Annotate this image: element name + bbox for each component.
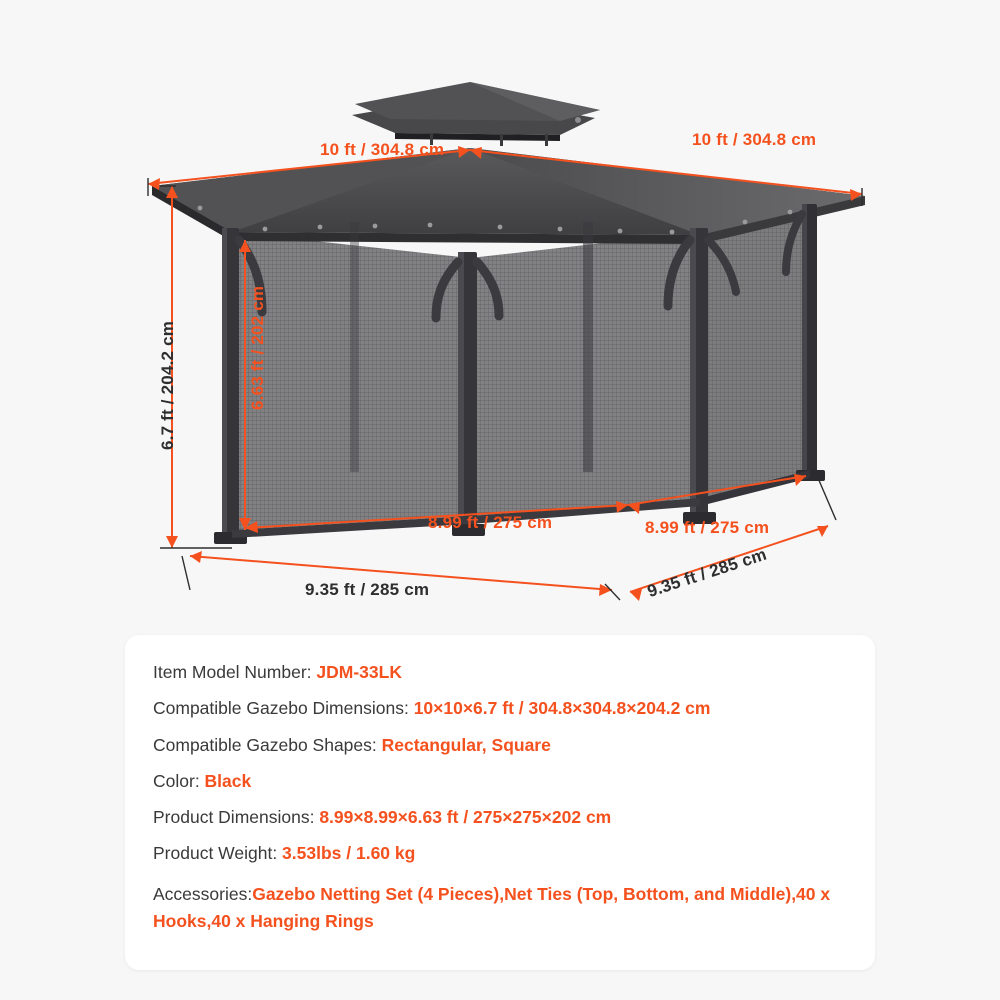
spec-key: Color:: [153, 770, 205, 791]
spec-value: Black: [204, 770, 252, 791]
dimension-base-right-net: 8.99 ft / 275 cm: [645, 518, 770, 537]
spec-row: [125, 663, 875, 682]
spec-row: [125, 844, 875, 863]
spec-row: [125, 699, 875, 718]
spec-row: [125, 881, 875, 935]
spec-value: 8.99×8.99×6.63 ft / 275×275×202 cm: [319, 807, 612, 827]
spec-value: 3.53lbs / 1.60 kg: [282, 843, 416, 864]
spec-card: [125, 635, 875, 970]
spec-value: 10×10×6.7 ft / 304.8×304.8×204.2 cm: [413, 698, 711, 719]
dimension-base-front-frame: 9.35 ft / 285 cm: [305, 580, 430, 599]
spec-key: Product Weight:: [153, 843, 283, 864]
dimension-height-inner: 6.63 ft / 202 cm: [248, 285, 267, 410]
spec-row: [125, 808, 875, 827]
dimension-roof-right: 10 ft / 304.8 cm: [692, 130, 817, 149]
dimension-base-right-frame: 9.35 ft / 285 cm: [645, 544, 769, 602]
spec-key: Compatible Gazebo Dimensions:: [153, 698, 414, 719]
spec-value: Rectangular, Square: [381, 734, 551, 755]
spec-value: JDM-33LK: [316, 662, 402, 682]
spec-key: Compatible Gazebo Shapes:: [153, 734, 382, 755]
spec-key: Product Dimensions:: [153, 807, 320, 827]
dimension-base-front-net: 8.99 ft / 275 cm: [428, 513, 553, 532]
spec-row: [125, 772, 875, 791]
dimension-roof-left: 10 ft / 304.8 cm: [320, 140, 445, 159]
spec-key: Accessories:: [153, 883, 253, 904]
dimension-height-outer: 6.7 ft / 204.2 cm: [158, 320, 177, 450]
spec-row: [125, 736, 875, 755]
spec-value: Gazebo Netting Set (4 Pieces),Net Ties (Top, Bottom, and Middle),40 x Hooks,40 x Hanging Rings: [153, 883, 831, 931]
spec-key: Item Model Number:: [153, 662, 317, 682]
